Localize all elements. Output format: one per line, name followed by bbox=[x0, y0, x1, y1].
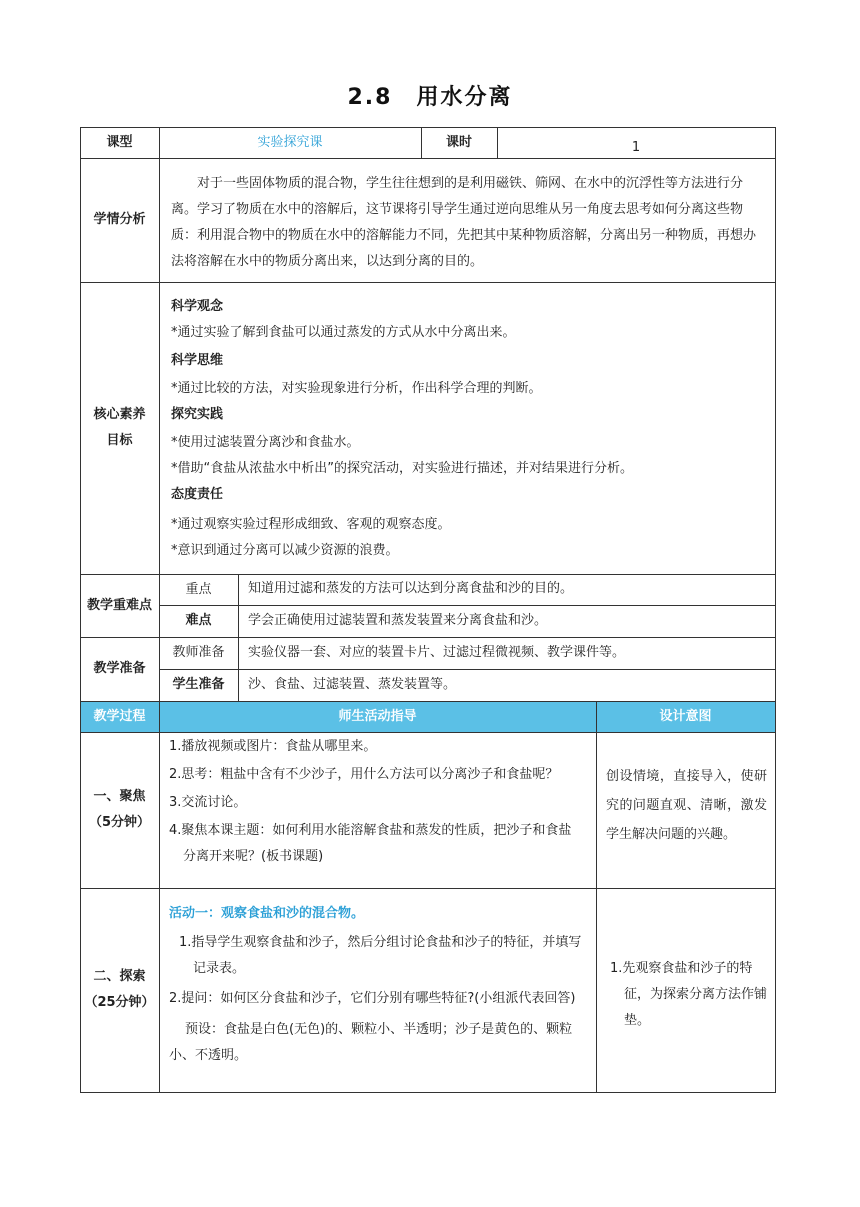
list-item: 预设：食盐是白色(无色)的、颗粒小、半透明；沙子是黄色的、颗粒小、不透明。 bbox=[169, 1022, 573, 1063]
table-border bbox=[775, 127, 776, 1093]
course-type-value: 实验探究课 bbox=[257, 134, 323, 150]
class-hours-label: 课时 bbox=[445, 134, 472, 150]
goals-content bbox=[159, 282, 775, 574]
table-border bbox=[80, 1092, 776, 1093]
class-hours-value: 1 bbox=[631, 139, 641, 155]
goal-item: *通过实验了解到食盐可以通过蒸发的方式从水中分离出来。 bbox=[171, 325, 516, 340]
teacher-prep-label: 教师准备 bbox=[172, 645, 225, 660]
goal-heading-concept: 科学观念 bbox=[171, 299, 224, 314]
goals-label bbox=[80, 282, 159, 574]
stage2-intent bbox=[596, 888, 775, 1092]
key-point-text: 知道用过滤和蒸发的方法可以达到分离食盐和沙的目的。 bbox=[248, 581, 574, 596]
stage2-activities bbox=[159, 888, 596, 1092]
goal-item: *意识到通过分离可以减少资源的浪费。 bbox=[171, 543, 399, 558]
list-item: 2.提问：如何区分食盐和沙子，它们分别有哪些特征?(小组派代表回答) bbox=[169, 991, 576, 1006]
keypoints-label: 教学重难点 bbox=[86, 597, 152, 613]
goals-label-line1: 核心素养 bbox=[93, 407, 146, 422]
list-item: 1.指导学生观察食盐和沙子，然后分组讨论食盐和沙子的特征，并填写记录表。 bbox=[179, 935, 582, 976]
difficult-point-label: 难点 bbox=[185, 613, 212, 628]
goal-item: *通过观察实验过程形成细致、客观的观察态度。 bbox=[171, 517, 451, 532]
analysis-text: 对于一些固体物质的混合物，学生往往想到的是利用磁铁、筛网、在水中的沉浮性等方法进行分离。学习了物质在水中的溶解后，这节课将引导学生通过逆向思维从另一角度去思考如何分离这些物质：利用混合物中的物质在水中的溶解能力不同，先把其中某种物质溶解，分离出另一种物质，再想办法将溶解在水中的物质分离出来，以达到分离的目的。 bbox=[171, 176, 757, 269]
goal-heading-practice: 探究实践 bbox=[171, 407, 224, 422]
difficult-point-text: 学会正确使用过滤装置和蒸发装置来分离食盐和沙。 bbox=[248, 613, 548, 628]
stage2-label bbox=[80, 888, 159, 1092]
process-col-intent: 设计意图 bbox=[659, 708, 712, 724]
stage1-activities bbox=[159, 732, 596, 888]
list-item: 2.思考：粗盐中含有不少沙子，用什么方法可以分离沙子和食盐呢？ bbox=[169, 767, 559, 782]
teacher-prep-text: 实验仪器一套、对应的装置卡片、过滤过程微视频、教学课件等。 bbox=[248, 645, 626, 660]
goal-heading-thinking: 科学思维 bbox=[171, 353, 224, 368]
goal-heading-attitude: 态度责任 bbox=[171, 487, 224, 502]
stage1-name: 一、聚焦 bbox=[93, 789, 146, 804]
stage1-intent-text: 创设情境，直接导入，使研究的问题直观、清晰，激发学生解决问题的兴趣。 bbox=[606, 769, 767, 842]
student-prep-label: 学生准备 bbox=[172, 677, 225, 692]
process-col-stage: 教学过程 bbox=[93, 708, 146, 724]
goals-label-line2: 目标 bbox=[106, 433, 133, 448]
analysis-cell bbox=[159, 158, 775, 282]
stage1-label bbox=[80, 732, 159, 888]
analysis-label: 学情分析 bbox=[93, 212, 146, 227]
stage1-time: （5分钟） bbox=[88, 815, 151, 830]
stage2-name: 二、探索 bbox=[93, 969, 146, 984]
goal-item: *使用过滤装置分离沙和食盐水。 bbox=[171, 435, 360, 450]
prep-label: 教学准备 bbox=[93, 661, 146, 676]
list-item: 3.交流讨论。 bbox=[169, 795, 247, 810]
goal-item: *通过比较的方法，对实验现象进行分析，作出科学合理的判断。 bbox=[171, 381, 542, 396]
list-item: 1.播放视频或图片：食盐从哪里来。 bbox=[169, 739, 377, 754]
goal-item: *借助“食盐从浓盐水中析出”的探究活动，对实验进行描述，并对结果进行分析。 bbox=[171, 461, 633, 476]
process-col-activity: 师生活动指导 bbox=[338, 708, 417, 724]
stage2-intent-text: 1.先观察食盐和沙子的特征，为探索分离方法作铺垫。 bbox=[610, 961, 768, 1028]
student-prep-text: 沙、食盐、过滤装置、蒸发装置等。 bbox=[248, 677, 457, 692]
course-type-label: 课型 bbox=[106, 134, 133, 150]
key-point-label: 重点 bbox=[185, 581, 212, 597]
stage1-intent bbox=[596, 732, 775, 888]
list-item: 4.聚焦本课主题：如何利用水能溶解食盐和蒸发的性质，把沙子和食盐分离开来呢？(板书课题) bbox=[169, 823, 572, 864]
activity-title: 活动一：观察食盐和沙的混合物。 bbox=[169, 906, 365, 921]
stage2-time: （25分钟） bbox=[84, 995, 155, 1010]
page-title: 2.8 用水分离 bbox=[347, 85, 513, 110]
